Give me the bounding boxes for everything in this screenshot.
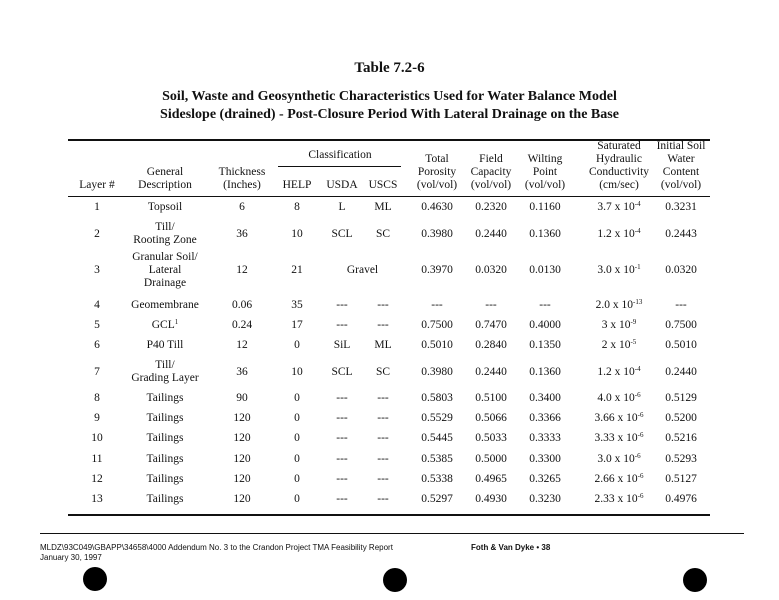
cell-layer-number: 9: [94, 411, 100, 424]
cell-usda: SCL: [331, 365, 353, 378]
cell-porosity: 0.5385: [421, 452, 453, 465]
cell-description: Lateral: [148, 263, 182, 276]
cell-water-content: 0.5200: [665, 411, 697, 424]
cell-water-content: 0.4976: [665, 492, 697, 505]
cell-layer-number: 8: [94, 391, 100, 404]
cell-thickness: 90: [236, 391, 248, 404]
header-water-content: Initial Soil: [656, 140, 706, 152]
cell-conductivity: 3.33 x $10^{-6}$: [594, 430, 644, 444]
cell-usda: ---: [336, 411, 348, 424]
cell-conductivity: 3.0 x $10^{-1}$: [597, 262, 641, 276]
cell-help: 10: [291, 227, 303, 240]
cell-uscs: ---: [377, 431, 389, 444]
cell-description: GCL$^1$: [151, 317, 179, 331]
cell-conductivity: 4.0 x $10^{-6}$: [597, 390, 641, 404]
cell-usda: SiL: [333, 338, 351, 351]
footer-rule: [40, 533, 744, 534]
header-bottom-rule: [68, 196, 710, 197]
cell-wilting-point: 0.3300: [529, 452, 561, 465]
cell-description: Topsoil: [147, 200, 183, 213]
cell-help: 8: [294, 200, 300, 213]
header-description: Description: [138, 179, 192, 191]
cell-uscs: ---: [377, 298, 389, 311]
header-thickness: (Inches): [223, 179, 261, 191]
cell-conductivity: 3.66 x $10^{-6}$: [594, 410, 644, 424]
cell-thickness: 12: [236, 263, 248, 276]
header-wilting-point: Wilting: [527, 153, 563, 165]
cell-field-capacity: 0.5100: [475, 391, 507, 404]
cell-description: Rooting Zone: [133, 234, 197, 246]
header-classification: Classification: [308, 149, 372, 161]
cell-porosity: ---: [431, 298, 443, 311]
footer-company-page: Foth & Van Dyke • 38: [471, 543, 551, 552]
header-porosity: Total: [425, 153, 449, 165]
cell-layer-number: 5: [94, 318, 100, 331]
cell-help: 0: [294, 391, 300, 404]
header-thickness: Thickness: [218, 166, 266, 178]
header-water-content: (vol/vol): [660, 179, 702, 191]
binder-hole: [383, 568, 407, 592]
cell-wilting-point: 0.1350: [529, 338, 561, 351]
cell-usda: ---: [336, 298, 348, 311]
cell-thickness: 120: [233, 411, 251, 424]
cell-wilting-point: 0.0130: [529, 263, 561, 276]
cell-wilting-point: 0.1360: [529, 227, 561, 240]
cell-conductivity: 2.0 x $10^{-13}$: [595, 297, 643, 311]
cell-description: P40 Till: [146, 338, 184, 351]
cell-usda: ---: [336, 391, 348, 404]
cell-description: Granular Soil/: [132, 250, 198, 263]
header-wilting-point: (vol/vol): [524, 179, 566, 191]
cell-help: 0: [294, 472, 300, 485]
cell-wilting-point: 0.3265: [529, 472, 561, 485]
cell-wilting-point: 0.3230: [529, 492, 561, 505]
cell-description: Tailings: [146, 411, 184, 424]
cell-water-content: 0.2440: [665, 365, 697, 378]
cell-field-capacity: 0.2320: [475, 200, 507, 213]
cell-usda: ---: [336, 492, 348, 505]
cell-layer-number: 10: [91, 431, 103, 444]
cell-description: Drainage: [143, 276, 187, 289]
cell-water-content: 0.7500: [665, 318, 697, 331]
header-wilting-point: Point: [532, 166, 558, 178]
cell-wilting-point: ---: [539, 298, 551, 311]
cell-usda: ---: [336, 318, 348, 331]
cell-porosity: 0.4630: [421, 200, 453, 213]
cell-conductivity: 3.0 x $10^{-6}$: [597, 451, 641, 465]
table-title-line-2: Sideslope (drained) - Post-Closure Period With Lateral Drainage on the Base: [160, 107, 619, 122]
cell-wilting-point: 0.3333: [529, 431, 561, 444]
cell-uscs: ---: [377, 318, 389, 331]
footer-date: January 30, 1997: [40, 553, 102, 562]
cell-wilting-point: 0.3400: [529, 391, 561, 404]
cell-layer-number: 13: [91, 492, 103, 505]
cell-description: Tailings: [146, 391, 184, 404]
cell-layer-number: 1: [94, 200, 100, 213]
header-conductivity: Hydraulic: [596, 153, 642, 165]
cell-help: 10: [291, 365, 303, 378]
cell-uscs: ---: [377, 452, 389, 465]
header-field-capacity: Field: [479, 153, 503, 165]
header-field-capacity: (vol/vol): [470, 179, 512, 191]
cell-layer-number: 6: [94, 338, 100, 351]
binder-hole: [83, 567, 107, 591]
cell-porosity: 0.5297: [421, 492, 453, 505]
cell-water-content: 0.2443: [665, 227, 697, 240]
cell-porosity: 0.5529: [421, 411, 453, 424]
cell-conductivity: 3.7 x $10^{-4}$: [597, 199, 641, 213]
cell-thickness: 36: [236, 365, 248, 378]
cell-help: 0: [294, 452, 300, 465]
cell-water-content: 0.5010: [665, 338, 697, 351]
header-description: General: [146, 166, 184, 178]
cell-field-capacity: 0.2440: [475, 365, 507, 378]
cell-description: Tailings: [146, 452, 184, 465]
cell-layer-number: 3: [94, 263, 100, 276]
cell-field-capacity: 0.2840: [475, 338, 507, 351]
header-layer: Layer #: [79, 179, 115, 191]
cell-porosity: 0.3980: [421, 365, 453, 378]
cell-layer-number: 2: [94, 227, 100, 240]
cell-help: 35: [291, 298, 303, 311]
cell-layer-number: 12: [91, 472, 103, 485]
cell-field-capacity: 0.4965: [475, 472, 507, 485]
cell-uscs: ML: [374, 338, 392, 351]
cell-water-content: 0.5127: [665, 472, 697, 485]
cell-uscs: ---: [377, 411, 389, 424]
cell-field-capacity: ---: [485, 298, 497, 311]
cell-description: Tailings: [146, 472, 184, 485]
cell-porosity: 0.7500: [421, 318, 453, 331]
cell-description: Till/: [155, 221, 175, 233]
cell-uscs: ---: [377, 472, 389, 485]
cell-wilting-point: 0.1360: [529, 365, 561, 378]
cell-help: 17: [291, 318, 303, 331]
cell-description: Grading Layer: [131, 372, 199, 384]
cell-description: Tailings: [146, 431, 184, 444]
cell-field-capacity: 0.4930: [475, 492, 507, 505]
cell-uscs: SC: [375, 365, 391, 378]
cell-conductivity: 1.2 x $10^{-4}$: [597, 226, 641, 240]
cell-field-capacity: 0.5066: [475, 411, 507, 424]
cell-thickness: 120: [233, 452, 251, 465]
cell-help: 0: [294, 492, 300, 505]
cell-field-capacity: 0.5033: [475, 431, 507, 444]
cell-conductivity: 1.2 x $10^{-4}$: [597, 364, 641, 378]
table-title-line-1: Soil, Waste and Geosynthetic Characteristics Used for Water Balance Model: [162, 89, 617, 104]
cell-usda: ---: [336, 431, 348, 444]
cell-water-content: 0.3231: [665, 200, 697, 213]
cell-thickness: 120: [233, 472, 251, 485]
cell-classification-merged: Gravel: [346, 263, 379, 276]
cell-wilting-point: 0.1160: [529, 200, 561, 213]
cell-uscs: SC: [375, 227, 391, 240]
cell-thickness: 120: [233, 431, 251, 444]
cell-usda: ---: [336, 472, 348, 485]
header-conductivity: (cm/sec): [599, 179, 639, 191]
cell-help: 0: [294, 431, 300, 444]
cell-usda: SCL: [331, 227, 353, 240]
header-conductivity: Conductivity: [588, 166, 650, 178]
header-field-capacity: Capacity: [470, 166, 512, 178]
header-water-content: Content: [662, 166, 700, 178]
header-porosity: (vol/vol): [416, 179, 458, 191]
cell-description: Tailings: [146, 492, 184, 505]
cell-wilting-point: 0.3366: [529, 411, 561, 424]
header-uscs: USCS: [368, 179, 398, 191]
header-conductivity: Saturated: [597, 140, 641, 152]
cell-usda: L: [338, 200, 346, 213]
table-bottom-rule: [68, 514, 710, 516]
cell-porosity: 0.5803: [421, 391, 453, 404]
cell-conductivity: 3 x $10^{-9}$: [601, 317, 637, 331]
cell-thickness: 36: [236, 227, 248, 240]
cell-thickness: 12: [236, 338, 248, 351]
cell-thickness: 0.24: [231, 318, 253, 331]
header-water-content: Water: [667, 153, 695, 165]
cell-layer-number: 11: [91, 452, 103, 465]
cell-field-capacity: 0.2440: [475, 227, 507, 240]
cell-porosity: 0.5010: [421, 338, 453, 351]
cell-porosity: 0.5445: [421, 431, 453, 444]
cell-water-content: 0.0320: [665, 263, 697, 276]
cell-uscs: ---: [377, 492, 389, 505]
cell-porosity: 0.3970: [421, 263, 453, 276]
cell-thickness: 120: [233, 492, 251, 505]
cell-wilting-point: 0.4000: [529, 318, 561, 331]
header-usda: USDA: [326, 179, 358, 191]
cell-water-content: ---: [675, 298, 687, 311]
cell-conductivity: 2 x $10^{-5}$: [601, 337, 637, 351]
cell-help: 0: [294, 411, 300, 424]
cell-water-content: 0.5216: [665, 431, 697, 444]
cell-porosity: 0.3980: [421, 227, 453, 240]
cell-layer-number: 4: [94, 298, 100, 311]
header-porosity: Porosity: [417, 166, 457, 178]
footer-file-path: MLDZ\93C049\GBAPP\34658\4000 Addendum No. 3 to the Crandon Project TMA Feasibility Report: [40, 543, 393, 552]
cell-porosity: 0.5338: [421, 472, 453, 485]
cell-field-capacity: 0.5000: [475, 452, 507, 465]
header-help: HELP: [282, 179, 312, 191]
cell-uscs: ---: [377, 391, 389, 404]
cell-help: 0: [294, 338, 300, 351]
cell-description: Geomembrane: [131, 298, 199, 311]
cell-thickness: 6: [239, 200, 245, 213]
binder-hole: [683, 568, 707, 592]
cell-field-capacity: 0.7470: [475, 318, 507, 331]
cell-uscs: ML: [374, 200, 392, 213]
cell-help: 21: [291, 263, 303, 276]
cell-field-capacity: 0.0320: [475, 263, 507, 276]
cell-water-content: 0.5129: [665, 391, 697, 404]
cell-water-content: 0.5293: [665, 452, 697, 465]
cell-usda: ---: [336, 452, 348, 465]
cell-description: Till/: [155, 359, 175, 371]
cell-thickness: 0.06: [231, 298, 253, 311]
cell-layer-number: 7: [94, 365, 100, 378]
table-number: Table 7.2-6: [354, 60, 425, 76]
cell-conductivity: 2.33 x $10^{-6}$: [594, 491, 644, 505]
cell-conductivity: 2.66 x $10^{-6}$: [594, 471, 644, 485]
